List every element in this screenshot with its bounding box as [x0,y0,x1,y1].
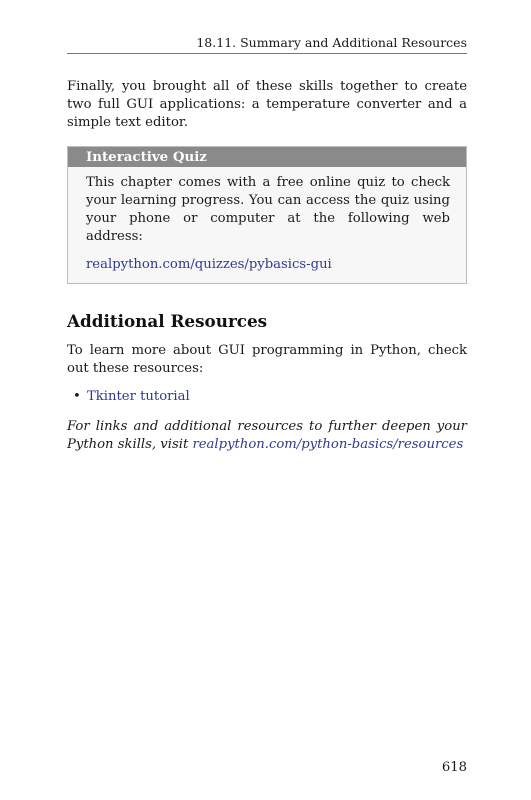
running-head: 18.11. Summary and Additional Resources [196,35,467,50]
page-content [67,78,467,454]
list-item [67,388,467,406]
quiz-title: Interactive Quiz [68,147,466,167]
header-divider [67,53,467,54]
quiz-link[interactable]: realpython.com/quizzes/pybasics-gui [86,257,332,272]
additional-resources-heading: Additional Resources [67,311,268,331]
resources-link[interactable]: realpython.com/python-basics/resources [192,437,464,452]
page-number: 618 [441,760,467,775]
resources-note [67,418,467,454]
resources-intro: To learn more about GUI programming in Python, check out these resources: [67,343,467,376]
resources-note-text: For links and additional resources to further deepen your Python skills, visit [67,419,467,452]
interactive-quiz-box [67,146,467,284]
quiz-body [68,167,466,283]
tkinter-tutorial-link[interactable]: Tkinter tutorial [87,389,190,404]
resources-list [67,388,467,406]
bullet-icon: • [73,389,81,404]
quiz-description: This chapter comes with a free online quiz to check your learning progress. You can access the quiz using your phone or computer at the following web address: [86,175,450,244]
intro-paragraph: Finally, you brought all of these skills together to create two full GUI applications: a temperature converter and a simple text editor. [67,79,467,130]
